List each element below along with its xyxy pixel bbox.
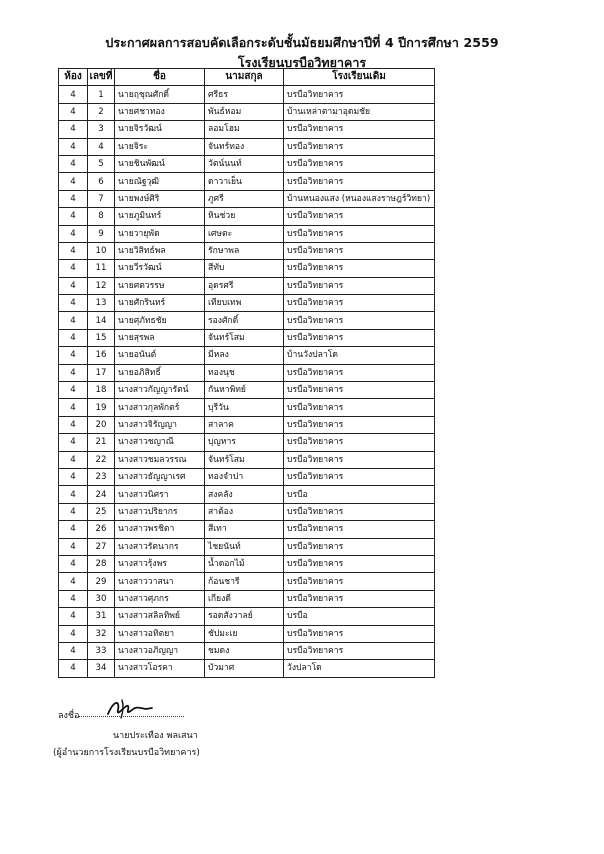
cell-number: 9 <box>88 225 115 242</box>
cell-first-name: นายอภิสิทธิ์ <box>115 364 205 381</box>
table-row <box>59 121 435 138</box>
table-row <box>59 242 435 259</box>
cell-last-name: บุญหาร <box>205 434 284 451</box>
cell-previous-school: บรบือวิทยาคาร <box>284 260 435 277</box>
cell-first-name: นางสาวสลิลทิพย์ <box>115 608 205 625</box>
cell-number: 26 <box>88 521 115 538</box>
cell-number: 33 <box>88 642 115 659</box>
table-row <box>59 555 435 572</box>
cell-previous-school: บรบือวิทยาคาร <box>284 521 435 538</box>
cell-room: 4 <box>59 642 88 659</box>
cell-last-name: เทียบเทพ <box>205 295 284 312</box>
cell-first-name: นางสาวชมลวรรณ <box>115 451 205 468</box>
cell-room: 4 <box>59 503 88 520</box>
signature-label: ลงชื่อ <box>58 711 80 721</box>
cell-number: 34 <box>88 660 115 677</box>
table-row <box>59 642 435 659</box>
cell-number: 20 <box>88 416 115 433</box>
cell-first-name: นางสาวปริยากร <box>115 503 205 520</box>
cell-number: 16 <box>88 347 115 364</box>
cell-room: 4 <box>59 364 88 381</box>
signer-name: นายประเทือง พลเสนา <box>113 731 198 741</box>
cell-number: 29 <box>88 573 115 590</box>
table-row <box>59 190 435 207</box>
table-row <box>59 86 435 103</box>
cell-last-name: มีหลง <box>205 347 284 364</box>
cell-last-name: สีเทา <box>205 521 284 538</box>
table-row <box>59 468 435 485</box>
cell-room: 4 <box>59 538 88 555</box>
table-row <box>59 329 435 346</box>
column-header-room: ห้อง <box>59 69 88 86</box>
cell-room: 4 <box>59 468 88 485</box>
table-row <box>59 364 435 381</box>
cell-number: 10 <box>88 242 115 259</box>
cell-first-name: นายอนันต์ <box>115 347 205 364</box>
cell-previous-school: บรบือวิทยาคาร <box>284 451 435 468</box>
column-header-last-name: นามสกุล <box>205 69 284 86</box>
cell-number: 14 <box>88 312 115 329</box>
cell-first-name: นายจิรวัฒน์ <box>115 121 205 138</box>
cell-room: 4 <box>59 312 88 329</box>
cell-number: 8 <box>88 208 115 225</box>
cell-number: 13 <box>88 295 115 312</box>
cell-previous-school: บ้านเหล่าตามาอุดมชัย <box>284 103 435 120</box>
cell-room: 4 <box>59 277 88 294</box>
cell-previous-school: บรบือวิทยาคาร <box>284 538 435 555</box>
cell-room: 4 <box>59 225 88 242</box>
table-header-row <box>59 69 435 86</box>
cell-previous-school: บรบือวิทยาคาร <box>284 555 435 572</box>
cell-first-name: นายศตวรรษ <box>115 277 205 294</box>
cell-number: 19 <box>88 399 115 416</box>
cell-first-name: นางสาวพรชิตา <box>115 521 205 538</box>
cell-room: 4 <box>59 190 88 207</box>
cell-previous-school: บรบือ <box>284 486 435 503</box>
cell-number: 27 <box>88 538 115 555</box>
cell-number: 5 <box>88 155 115 172</box>
cell-last-name: สาลาค <box>205 416 284 433</box>
cell-number: 17 <box>88 364 115 381</box>
cell-last-name: สงคลัง <box>205 486 284 503</box>
cell-number: 23 <box>88 468 115 485</box>
student-roster-table <box>58 68 435 678</box>
table-row <box>59 295 435 312</box>
signer-position: (ผู้อำนวยการโรงเรียนบรบือวิทยาคาร) <box>53 748 200 758</box>
cell-room: 4 <box>59 416 88 433</box>
cell-number: 25 <box>88 503 115 520</box>
cell-last-name: รักษาพล <box>205 242 284 259</box>
cell-room: 4 <box>59 660 88 677</box>
cell-last-name: วัตน์นนท์ <box>205 155 284 172</box>
cell-number: 30 <box>88 590 115 607</box>
cell-room: 4 <box>59 608 88 625</box>
cell-last-name: เศษตะ <box>205 225 284 242</box>
table-row <box>59 503 435 520</box>
cell-last-name: ทองจำปา <box>205 468 284 485</box>
cell-previous-school: บ้านวังปลาโด <box>284 347 435 364</box>
cell-first-name: นางสาวกัญญารัตน์ <box>115 382 205 399</box>
cell-previous-school: บรบือ <box>284 608 435 625</box>
table-row <box>59 225 435 242</box>
cell-first-name: นางสาวโอรคา <box>115 660 205 677</box>
table-row <box>59 103 435 120</box>
table-row <box>59 399 435 416</box>
cell-room: 4 <box>59 121 88 138</box>
cell-previous-school: บรบือวิทยาคาร <box>284 208 435 225</box>
cell-room: 4 <box>59 295 88 312</box>
cell-last-name: รองศักดิ์ <box>205 312 284 329</box>
cell-first-name: นายวายุพัด <box>115 225 205 242</box>
table-row <box>59 486 435 503</box>
table-row <box>59 416 435 433</box>
table-row <box>59 173 435 190</box>
cell-previous-school: บรบือวิทยาคาร <box>284 364 435 381</box>
cell-last-name: กันหาพิทย์ <box>205 382 284 399</box>
cell-last-name: หินช่วย <box>205 208 284 225</box>
cell-first-name: นายจิระ <box>115 138 205 155</box>
table-row <box>59 138 435 155</box>
cell-previous-school: บรบือวิทยาคาร <box>284 382 435 399</box>
cell-last-name: ชัปมะเย <box>205 625 284 642</box>
signature-block <box>53 700 358 760</box>
cell-first-name: นางสาวชญาณี <box>115 434 205 451</box>
cell-room: 4 <box>59 573 88 590</box>
cell-number: 3 <box>88 121 115 138</box>
table-row <box>59 208 435 225</box>
cell-first-name: นายศักรินทร์ <box>115 295 205 312</box>
cell-last-name: ชมดง <box>205 642 284 659</box>
cell-previous-school: บรบือวิทยาคาร <box>284 573 435 590</box>
cell-first-name: นายชินพัฒน์ <box>115 155 205 172</box>
cell-number: 7 <box>88 190 115 207</box>
cell-first-name: นายศุภัทธชัย <box>115 312 205 329</box>
cell-room: 4 <box>59 625 88 642</box>
table-row <box>59 312 435 329</box>
cell-room: 4 <box>59 86 88 103</box>
table-row <box>59 521 435 538</box>
cell-last-name: ลอมโฮม <box>205 121 284 138</box>
cell-first-name: นางสาวอภิญญา <box>115 642 205 659</box>
cell-previous-school: บ้านหนองแสง (หนองแสงราษฎร์วิทยา) <box>284 190 435 207</box>
cell-number: 4 <box>88 138 115 155</box>
table-row <box>59 538 435 555</box>
cell-room: 4 <box>59 399 88 416</box>
cell-first-name: นางสาวนิศรา <box>115 486 205 503</box>
handwritten-signature <box>106 696 156 722</box>
cell-number: 22 <box>88 451 115 468</box>
cell-number: 18 <box>88 382 115 399</box>
cell-room: 4 <box>59 590 88 607</box>
cell-last-name: รอดสังวาลย์ <box>205 608 284 625</box>
cell-first-name: นายวิสิทธ์พล <box>115 242 205 259</box>
cell-previous-school: บรบือวิทยาคาร <box>284 434 435 451</box>
cell-previous-school: บรบือวิทยาคาร <box>284 277 435 294</box>
cell-previous-school: บรบือวิทยาคาร <box>284 329 435 346</box>
table-row <box>59 277 435 294</box>
cell-first-name: นางสาวรัตนากร <box>115 538 205 555</box>
cell-first-name: นางสาววาสนา <box>115 573 205 590</box>
cell-number: 28 <box>88 555 115 572</box>
cell-number: 32 <box>88 625 115 642</box>
cell-room: 4 <box>59 260 88 277</box>
table-row <box>59 625 435 642</box>
cell-previous-school: บรบือวิทยาคาร <box>284 155 435 172</box>
table-row <box>59 260 435 277</box>
cell-room: 4 <box>59 173 88 190</box>
cell-previous-school: บรบือวิทยาคาร <box>284 173 435 190</box>
cell-room: 4 <box>59 103 88 120</box>
cell-first-name: นางสาวอทิตยา <box>115 625 205 642</box>
cell-previous-school: บรบือวิทยาคาร <box>284 295 435 312</box>
cell-last-name: อุดรศรี <box>205 277 284 294</box>
cell-number: 31 <box>88 608 115 625</box>
cell-previous-school: บรบือวิทยาคาร <box>284 468 435 485</box>
column-header-first-name: ชื่อ <box>115 69 205 86</box>
cell-previous-school: บรบือวิทยาคาร <box>284 503 435 520</box>
cell-first-name: นายวีรวัฒน์ <box>115 260 205 277</box>
cell-number: 12 <box>88 277 115 294</box>
cell-number: 11 <box>88 260 115 277</box>
cell-number: 6 <box>88 173 115 190</box>
cell-first-name: นายณัฐวุฒิ <box>115 173 205 190</box>
cell-first-name: นางสาวจิรัญญา <box>115 416 205 433</box>
cell-number: 1 <box>88 86 115 103</box>
cell-room: 4 <box>59 451 88 468</box>
cell-room: 4 <box>59 521 88 538</box>
cell-number: 15 <box>88 329 115 346</box>
cell-room: 4 <box>59 382 88 399</box>
table-row <box>59 573 435 590</box>
cell-last-name: ดาวาเย็น <box>205 173 284 190</box>
cell-last-name: เกียงดี <box>205 590 284 607</box>
cell-previous-school: บรบือวิทยาคาร <box>284 138 435 155</box>
cell-number: 21 <box>88 434 115 451</box>
cell-first-name: นายภูมินทร์ <box>115 208 205 225</box>
cell-last-name: พันธ์หอม <box>205 103 284 120</box>
cell-first-name: นายศชาทอง <box>115 103 205 120</box>
cell-first-name: นายพงษ์ศิริ <box>115 190 205 207</box>
cell-last-name: ศรีธร <box>205 86 284 103</box>
table-row <box>59 608 435 625</box>
cell-previous-school: บรบือวิทยาคาร <box>284 225 435 242</box>
cell-last-name: จันทร์ทอง <box>205 138 284 155</box>
cell-last-name: บุรีวัน <box>205 399 284 416</box>
table-row <box>59 590 435 607</box>
table-row <box>59 347 435 364</box>
cell-last-name: สีทับ <box>205 260 284 277</box>
cell-first-name: นางสาวธัญญาเรศ <box>115 468 205 485</box>
cell-last-name: ก้อนชารี <box>205 573 284 590</box>
table-row <box>59 155 435 172</box>
cell-previous-school: บรบือวิทยาคาร <box>284 625 435 642</box>
cell-previous-school: บรบือวิทยาคาร <box>284 86 435 103</box>
cell-previous-school: บรบือวิทยาคาร <box>284 590 435 607</box>
cell-last-name: ทองนุช <box>205 364 284 381</box>
school-name-heading: โรงเรียนบรบือวิทยาคาร <box>237 55 367 70</box>
cell-previous-school: บรบือวิทยาคาร <box>284 312 435 329</box>
cell-room: 4 <box>59 486 88 503</box>
cell-last-name: ภูศรี <box>205 190 284 207</box>
cell-room: 4 <box>59 434 88 451</box>
cell-previous-school: บรบือวิทยาคาร <box>284 242 435 259</box>
cell-last-name: น้ำดอกไม้ <box>205 555 284 572</box>
cell-room: 4 <box>59 347 88 364</box>
cell-last-name: จันทร์โสม <box>205 451 284 468</box>
column-header-previous-school: โรงเรียนเดิม <box>284 69 435 86</box>
cell-number: 2 <box>88 103 115 120</box>
table-row <box>59 451 435 468</box>
cell-first-name: นายฤชุณศักดิ์ <box>115 86 205 103</box>
table-body <box>59 86 435 677</box>
cell-first-name: นางสาวรุ้งพร <box>115 555 205 572</box>
cell-first-name: นางสาวกุลพักตร์ <box>115 399 205 416</box>
announcement-title: ประกาศผลการสอบคัดเลือกระดับชั้นมัธยมศึกษาปีที่ 4 ปีการศึกษา 2559 <box>105 35 499 50</box>
cell-previous-school: บรบือวิทยาคาร <box>284 416 435 433</box>
cell-last-name: สาต้อง <box>205 503 284 520</box>
cell-room: 4 <box>59 242 88 259</box>
cell-last-name: จันทร์โสม <box>205 329 284 346</box>
column-header-number: เลขที่ <box>88 69 115 86</box>
cell-first-name: นายสุรพล <box>115 329 205 346</box>
cell-previous-school: บรบือวิทยาคาร <box>284 399 435 416</box>
cell-room: 4 <box>59 555 88 572</box>
cell-number: 24 <box>88 486 115 503</box>
cell-previous-school: บรบือวิทยาคาร <box>284 642 435 659</box>
cell-room: 4 <box>59 155 88 172</box>
cell-room: 4 <box>59 329 88 346</box>
cell-first-name: นางสาวศุภกร <box>115 590 205 607</box>
cell-room: 4 <box>59 208 88 225</box>
cell-previous-school: วังปลาโด <box>284 660 435 677</box>
cell-last-name: บัวมาศ <box>205 660 284 677</box>
table-row <box>59 660 435 677</box>
table-row <box>59 382 435 399</box>
cell-room: 4 <box>59 138 88 155</box>
table-row <box>59 434 435 451</box>
cell-previous-school: บรบือวิทยาคาร <box>284 121 435 138</box>
cell-last-name: ไชยนันท์ <box>205 538 284 555</box>
